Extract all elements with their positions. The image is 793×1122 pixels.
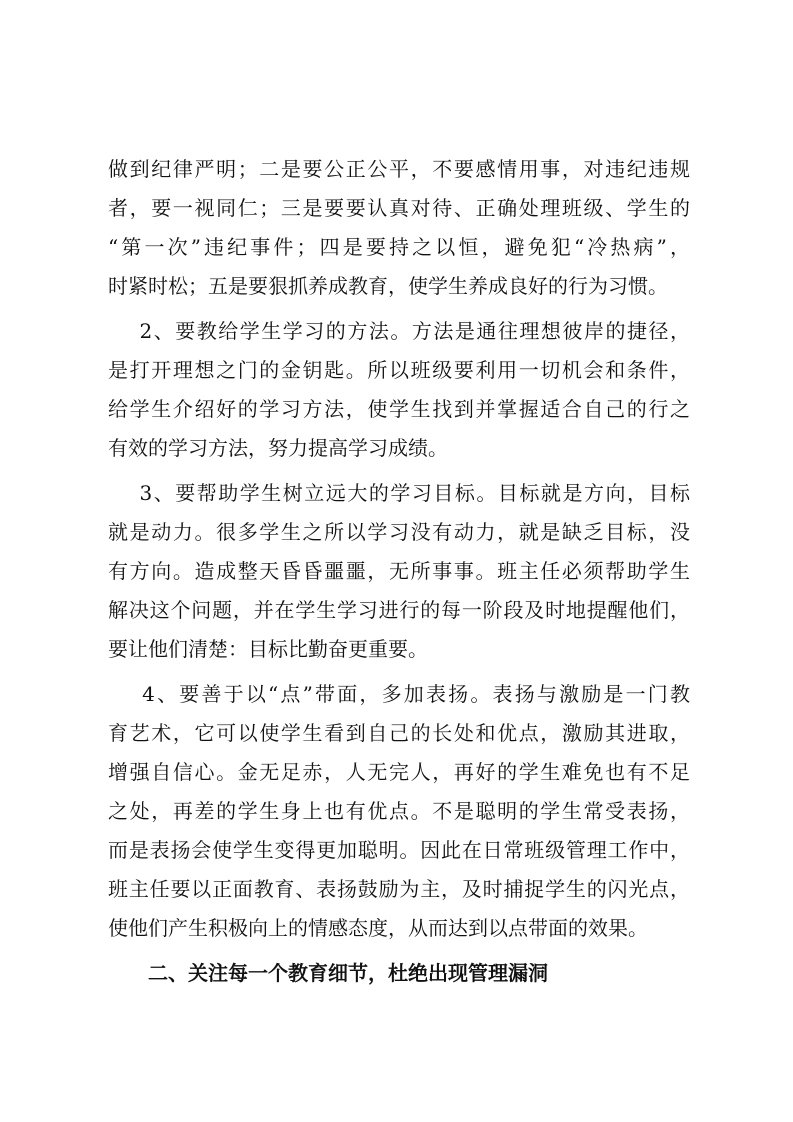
paragraph-continued	[108, 150, 690, 306]
paragraph-item-4	[108, 675, 690, 948]
text-line: 班主任要以正面教育、表扬鼓励为主，及时捕捉学生的闪光点，	[108, 877, 690, 901]
text-line: 之处，再差的学生身上也有优点。不是聪明的学生常受表扬，	[108, 799, 690, 823]
text-line: 给学生介绍好的学习方法，使学生找到并掌握适合自己的行之	[108, 397, 690, 421]
text-line: 使他们产生积极向上的情感态度，从而达到以点带面的效果。	[108, 916, 648, 940]
text-line: 而是表扬会使学生变得更加聪明。因此在日常班级管理工作中，	[108, 838, 690, 862]
text-line: 者，要一视同仁；三是要要认真对待、正确处理班级、学生的	[108, 196, 690, 220]
text-line: 解决这个问题，并在学生学习进行的每一阶段及时地提醒他们，	[108, 598, 690, 622]
text-line: 有方向。造成整天昏昏噩噩，无所事事。班主任必须帮助学生	[108, 559, 690, 583]
text-line: “第一次”违纪事件；四是要持之以恒，避免犯“冷热病”，	[108, 235, 690, 259]
text-line: 增强自信心。金无足赤，人无完人，再好的学生难免也有不足	[108, 760, 690, 784]
text-line: 就是动力。很多学生之所以学习没有动力，就是缺乏目标，没	[108, 520, 690, 544]
paragraph-item-3	[108, 474, 690, 669]
text-line: 育艺术，它可以使学生看到自己的长处和优点，激励其进取，	[108, 721, 690, 745]
text-line: 4、要善于以“点”带面，多加表扬。表扬与激励是一门教	[108, 682, 690, 706]
text-line: 做到纪律严明；二是要公正公平，不要感情用事，对违纪违规	[108, 157, 690, 181]
text-line: 有效的学习方法，努力提高学习成绩。	[108, 436, 448, 460]
text-line: 2、要教给学生学习的方法。方法是通往理想彼岸的捷径，	[108, 319, 690, 343]
document-page	[108, 150, 690, 993]
text-line: 3、要帮助学生树立远大的学习目标。目标就是方向，目标	[108, 481, 690, 505]
text-line: 是打开理想之门的金钥匙。所以班级要利用一切机会和条件，	[108, 358, 690, 382]
paragraph-item-2	[108, 312, 690, 468]
section-heading: 二、关注每一个教育细节，杜绝出现管理漏洞	[148, 961, 548, 985]
text-line: 时紧时松；五是要狠抓养成教育，使学生养成良好的行为习惯。	[108, 274, 668, 298]
text-line: 要让他们清楚：目标比勤奋更重要。	[108, 637, 428, 661]
